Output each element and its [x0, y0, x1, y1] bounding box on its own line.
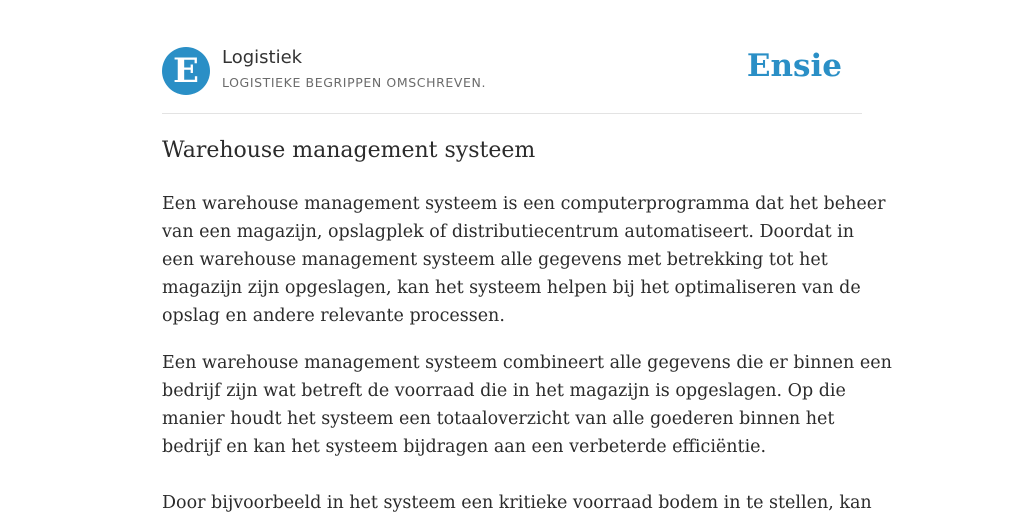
site-logo[interactable]: E [162, 47, 210, 95]
article-body [162, 190, 892, 512]
paragraph-line: van een magazijn, opslagplek of distributiecentrum automatiseert. Doordat in [162, 222, 855, 242]
header-divider [162, 113, 862, 114]
site-title[interactable]: Logistiek [222, 47, 303, 68]
article-title: Warehouse management systeem [162, 138, 536, 163]
paragraph-line: opslag en andere relevante processen. [162, 306, 505, 326]
paragraph-line: bedrijf zijn wat betreft de voorraad die in het magazijn is opgeslagen. Op die [162, 381, 846, 401]
paragraph-line: Een warehouse management systeem is een computerprogramma dat het beheer [162, 194, 886, 214]
paragraph-line: Door bijvoorbeeld in het systeem een kritieke voorraad bodem in te stellen, kan [162, 493, 872, 512]
site-header [162, 46, 862, 96]
article-paragraph-3 [162, 489, 872, 512]
paragraph-line: magazijn zijn opgeslagen, kan het systeem helpen bij het optimaliseren van de [162, 278, 861, 298]
article-paragraph-1 [162, 190, 886, 330]
article-paragraph-2 [162, 349, 892, 461]
paragraph-line: bedrijf en kan het systeem bijdragen aan een verbeterde efficiëntie. [162, 437, 767, 457]
paragraph-line: Een warehouse management systeem combineert alle gegevens die er binnen een [162, 353, 892, 373]
site-subtitle: LOGISTIEKE BEGRIPPEN OMSCHREVEN. [222, 75, 487, 90]
ensie-brand-logo[interactable]: Ensie [746, 48, 842, 84]
paragraph-line: manier houdt het systeem een totaaloverzicht van alle goederen binnen het [162, 409, 835, 429]
paragraph-line: een warehouse management systeem alle gegevens met betrekking tot het [162, 250, 828, 270]
